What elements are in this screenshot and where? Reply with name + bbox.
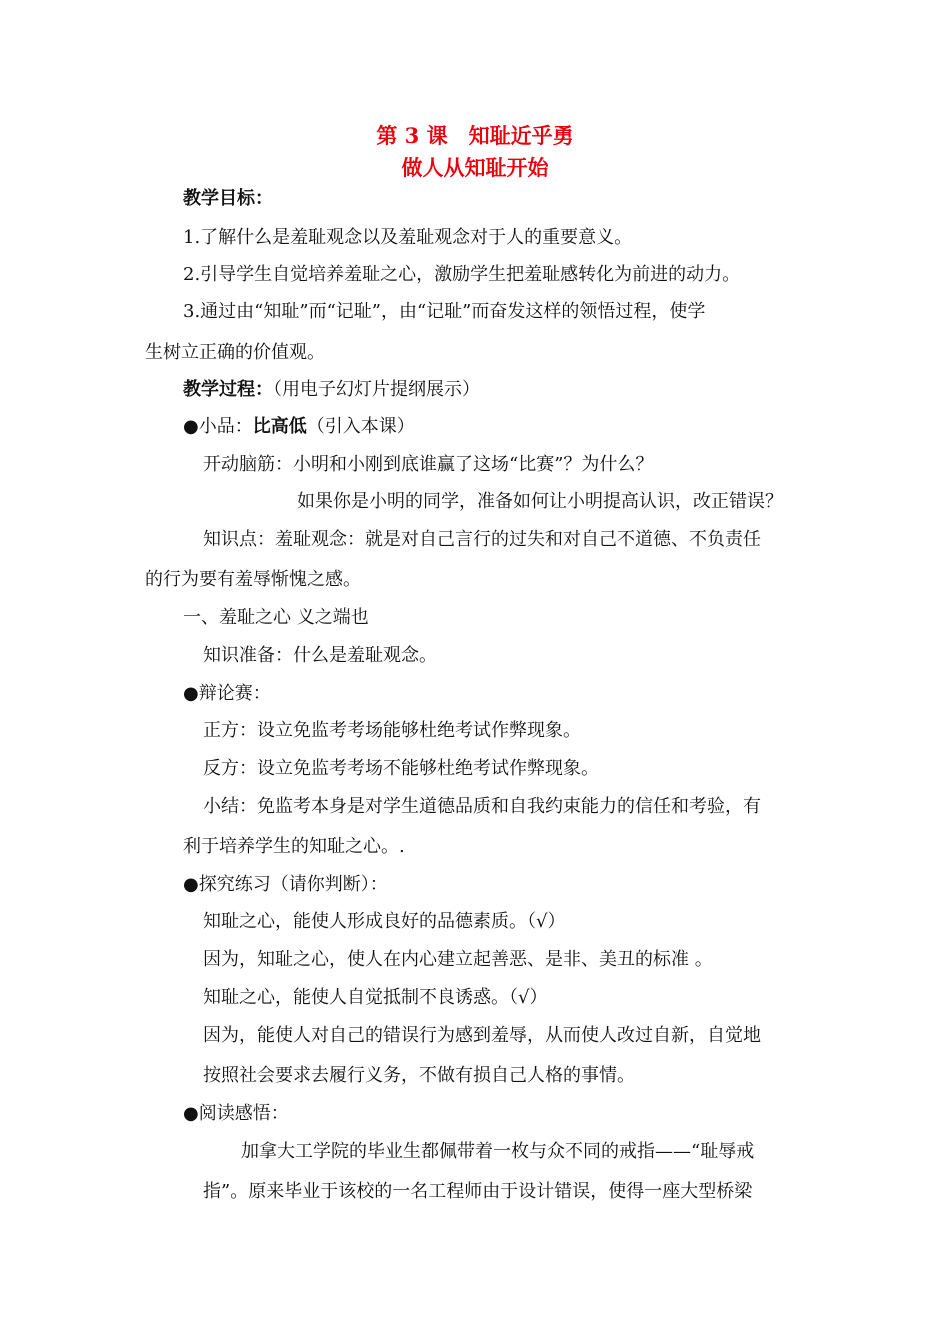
process-note: （用电子幻灯片提纲展示） (273, 379, 480, 400)
sketch-suffix: （引入本课） (306, 416, 415, 437)
section-1-heading: 一、羞耻之心 义之端也 (183, 607, 369, 628)
reading-paragraph-line-1: 加拿大工学院的毕业生都佩带着一枚与众不同的戒指——“耻辱戒 (241, 1141, 755, 1162)
practice-reason-2-line-1: 因为，能使人对自己的错误行为感到羞辱，从而使人改过自新，自觉地 (203, 1025, 761, 1046)
goal-item-2: 2.引导学生自觉培养羞耻之心，激励学生把羞耻感转化为前进的动力。 (183, 264, 741, 285)
goals-heading: 教学目标： (183, 188, 273, 209)
debate-pro: 正方：设立免监考考场能够杜绝考试作弊现象。 (203, 720, 581, 741)
goal-item-3-line-1: 3.通过由“知耻”而“记耻”，由“记耻”而奋发这样的领悟过程，使学 (183, 301, 706, 322)
goal-item-1: 1.了解什么是羞耻观念以及羞耻观念对于人的重要意义。 (183, 227, 633, 248)
knowledge-point-line-2: 的行为要有羞辱惭愧之感。 (145, 569, 361, 590)
practice-reason-2-line-2: 按照社会要求去履行义务，不做有损自己人格的事情。 (203, 1065, 635, 1086)
brainstorm-question: 开动脑筋：小明和小刚到底谁赢了这场“比赛”？为什么？ (203, 454, 654, 475)
knowledge-point-line-1: 知识点：羞耻观念：就是对自己言行的过失和对自己不道德、不负责任 (203, 529, 761, 550)
practice-heading: ●探究练习（请你判断）： (183, 874, 388, 895)
debate-heading: ●辩论赛： (183, 683, 271, 704)
debate-summary-line-2: 利于培养学生的知耻之心。. (183, 836, 405, 857)
debate-con: 反方：设立免监考考场不能够杜绝考试作弊现象。 (203, 758, 599, 779)
sketch-prefix: ●小品： (183, 416, 253, 437)
lesson-title: 第 3 课 知耻近乎勇 (376, 123, 574, 148)
reading-paragraph-line-2: 指”。原来毕业于该校的一名工程师由于设计错误，使得一座大型桥梁 (203, 1181, 753, 1202)
brainstorm-question-2: 如果你是小明的同学，准备如何让小明提高认识，改正错误？ (297, 491, 783, 512)
goal-item-3-line-2: 生树立正确的价值观。 (145, 342, 325, 363)
sketch-line (183, 415, 415, 439)
practice-statement-1: 知耻之心，能使人形成良好的品德素质。（√） (203, 911, 566, 932)
knowledge-prep: 知识准备：什么是羞耻观念。 (203, 645, 437, 666)
debate-summary-line-1: 小结：免监考本身是对学生道德品质和自我约束能力的信任和考验，有 (203, 796, 761, 817)
process-heading: 教学过程： (183, 379, 273, 400)
lesson-subtitle: 做人从知耻开始 (401, 155, 549, 180)
practice-reason-1: 因为，知耻之心，使人在内心建立起善恶、是非、美丑的标准 。 (203, 949, 713, 970)
sketch-name: 比高低 (252, 416, 307, 437)
process-heading-line (183, 378, 480, 402)
reading-heading: ●阅读感悟： (183, 1103, 289, 1124)
practice-statement-2: 知耻之心，能使人自觉抵制不良诱惑。（√） (203, 987, 548, 1008)
